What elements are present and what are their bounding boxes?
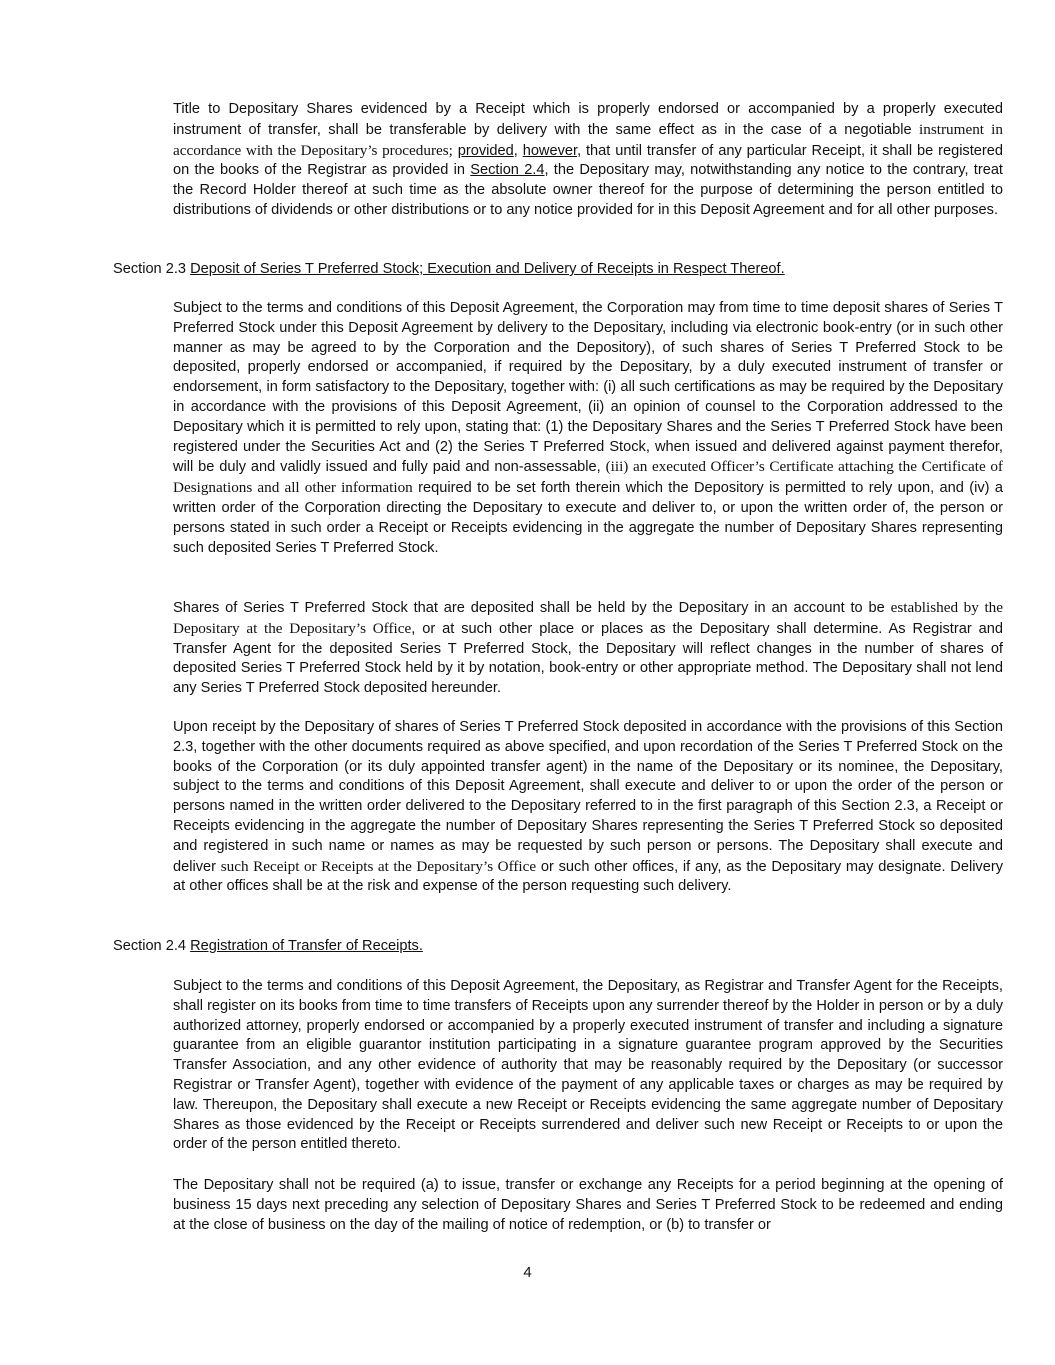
section-2-4-reference: Section 2.4 [470, 162, 545, 179]
paragraph-held-by-depositary [113, 598, 1003, 699]
however-term: however [522, 142, 578, 159]
paragraph-deposit [113, 299, 1003, 558]
section-2-3-heading [113, 260, 943, 280]
paragraph-registration: Subject to the terms and conditions of this Deposit Agreement, the Depositary, as Registrar and Transfer Agent for the Receipts, shall register on its books from time to time transfers of Receipts upon any surrender thereof by the Holder in person or by a duly authorized attorney, properly endorsed or accompanied by a properly executed instrument of transfer and including a signature guarantee from an eligible guarantor institution participating in a signature guarantee program approved by the Securities Transfer Association, and any other evidence of authority that may be reasonably required by the Depositary (or successor Registrar or Transfer Agent), together with evidence of the payment of any applicable taxes or charges as may be required by law. Thereupon, the Depositary shall execute a new Receipt or Receipts evidencing the same aggregate number of Depositary Shares as those evidenced by the Receipt or Receipts surrendered and deliver such new Receipt or Receipts to or upon the order of the person entitled thereto. [173, 978, 1003, 1153]
text-run: or such other offices, if any, as the Depositary may designate. Delivery at other offices shall be at the risk and expense of the person requesting such delivery. [173, 858, 1004, 895]
text-run-serif: instrument in accordance with the Depositary’s procedures; [173, 120, 1003, 159]
paragraph-upon-receipt [113, 718, 1003, 897]
page-number: 4 [523, 1264, 532, 1281]
text-run-serif: (iii) an executed Officer’s Certificate attaching the Certificate of Designations and all other information [173, 458, 1003, 497]
section-number: Section 2.4 [113, 938, 191, 954]
section-number: Section 2.3 [113, 261, 191, 277]
text-run: Subject to the terms and conditions of this Deposit Agreement, the Corporation may from time to time deposit shares of Series T Preferred Stock under this Deposit Agreement by delivery to the Depositary, including via electronic book-entry (or in such other manner as may be agreed to by the Corporation and the Depository), of such shares of Series T Preferred Stock to be deposited, properly endorsed or accompanied, if required by the Depositary, by a duly executed instrument of transfer or endorsement, in form satisfactory to the Depositary, together with: (i) all such certifications as may be required by the Depositary in accordance with the provisions of this Deposit Agreement, (ii) an opinion of counsel to the Corporation addressed to the Depositary which it is permitted to rely upon, stating that: (1) the Depositary Shares and the Series T Preferred Stock have been registered under the Securities Act and (2) the Series T Preferred Stock, when issued and delivered against payment therefor, will be duly and validly issued and fully paid and non-assessable, [173, 300, 1003, 476]
text-run-serif: such Receipt or Receipts at the Depositary’s Office [220, 857, 537, 875]
text-run: Shares of Series T Preferred Stock that are deposited shall be held by the Depositary in an account to be [173, 600, 891, 616]
section-title: Registration of Transfer of Receipts. [190, 938, 423, 954]
provided-term: provided [457, 142, 514, 159]
text-run: , that until transfer of any particular Receipt, it shall be registered on the books of the Registrar as provided in [173, 142, 1003, 179]
paragraph-not-required: The Depositary shall not be required (a) to issue, transfer or exchange any Receipts for a period beginning at the opening of business 15 days next preceding any selection of Depositary Shares and Series T Preferred Stock to be redeemed and ending at the close of business on the day of the mailing of notice of redemption, or (b) to transfer or [173, 1177, 1003, 1233]
text-run: Title to Depositary Shares evidenced by a Receipt which is properly endorsed or accompanied by a properly executed instrument of transfer, shall be transferable by delivery with the same effect as in the case of a negotiable [173, 101, 1003, 138]
text-run: , [513, 142, 523, 159]
text-run-serif: established by the Depositary at the Depositary’s Office [173, 599, 1003, 637]
text-run: Upon receipt by the Depositary of shares of Series T Preferred Stock deposited in accordance with the provisions of this Section 2.3, together with the other documents required as above specified, and upon recordation of the Series T Preferred Stock on the books of the Corporation (or its duly appointed transfer agent) in the name of the Depositary or its nominee, the Depositary, subject to the terms and conditions of this Deposit Agreement, shall execute and deliver to or upon the order of the person or persons named in the written order delivered to the Depositary referred to in the first paragraph of this Section 2.3, a Receipt or Receipts evidencing in the aggregate the number of Depositary Shares representing the Series T Preferred Stock so deposited and registered in such name or names as may be requested by such person or persons. The Depositary shall execute and deliver [173, 719, 1003, 875]
section-2-4-heading [113, 937, 943, 957]
section-title: Deposit of Series T Preferred Stock; Execution and Delivery of Receipts in Respect Thereof. [190, 261, 785, 277]
text-run: , the Depositary may, notwithstanding any notice to the contrary, treat the Record Holder thereof at such time as the absolute owner thereof for the purpose of determining the person entitled to distributions of dividends or other distributions or to any notice provided for in this Deposit Agreement and for all other purposes. [173, 162, 1003, 218]
text-run: , or at such other place or places as the Depositary shall determine. As Registrar and Transfer Agent for the deposited Series T Preferred Stock, the Depositary will reflect changes in the number of shares of deposited Series T Preferred Stock held by it by notation, book-entry or other appropriate method. The Depositary shall not lend any Series T Preferred Stock deposited hereunder. [173, 620, 1003, 697]
paragraph-transferability [113, 100, 1003, 221]
text-run: required to be set forth therein which the Depository is permitted to rely upon, and (iv) a written order of the Corporation directing the Depositary to execute and deliver to, or upon the written order of, the person or persons stated in such order a Receipt or Receipts evidencing in the aggregate the number of Depositary Shares representing such deposited Series T Preferred Stock. [173, 480, 1003, 556]
